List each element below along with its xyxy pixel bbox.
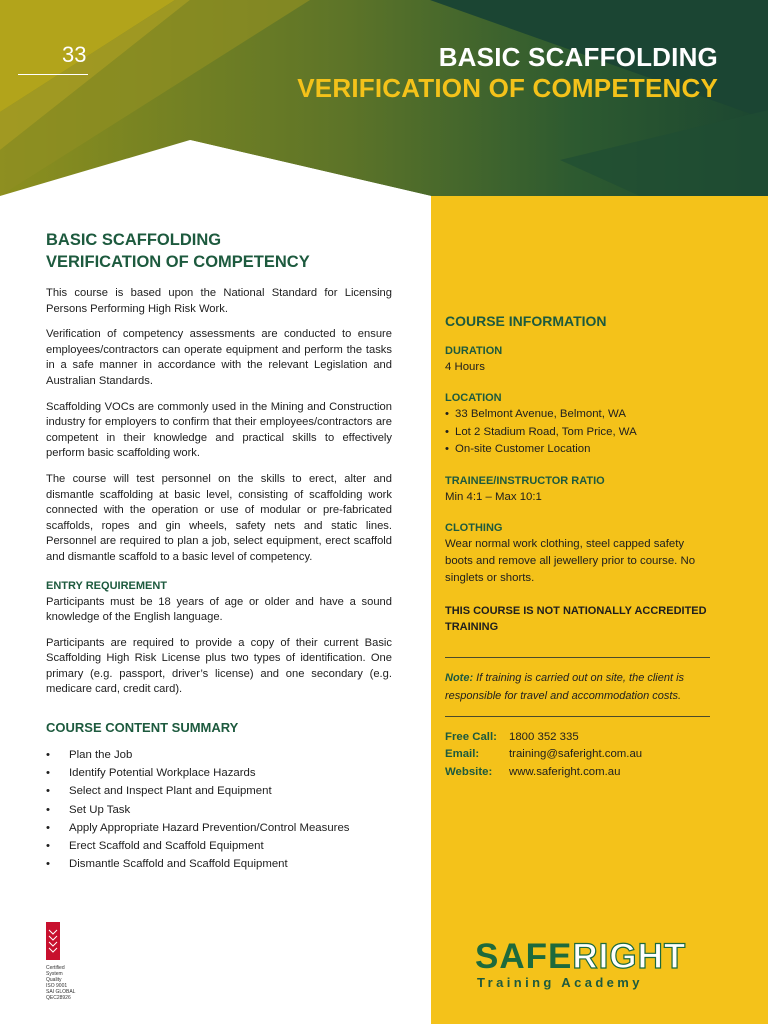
entry-requirement-heading: ENTRY REQUIREMENT (46, 579, 168, 592)
certification-line: SAI GLOBAL (46, 989, 76, 995)
entry-paragraph: Participants must be 18 years of age or older and have a sound knowledge of the English language. (46, 595, 392, 624)
intro-paragraph: Verification of competency assessments are conducted to ensure employees/contractors can operate equipment and perform the tasks in a safe manner in accordance with the relevant Legislation and Australian Standards. (46, 328, 392, 387)
summary-item: • Set Up Task (46, 801, 392, 819)
note-label: Note: (445, 671, 474, 684)
location-item: • On-site Customer Location (445, 441, 710, 459)
page-number: 33 (62, 42, 87, 67)
certification-badge (46, 922, 80, 1001)
summary-item: • Identify Potential Workplace Hazards (46, 764, 392, 782)
email-label: Email: (445, 748, 480, 760)
phone-label: Free Call: (445, 730, 497, 743)
course-info-heading: COURSE INFORMATION (445, 313, 607, 329)
divider (445, 657, 710, 658)
certification-system: Certified System (46, 965, 65, 977)
course-summary-heading: COURSE CONTENT SUMMARY (46, 720, 239, 736)
summary-item: • Erect Scaffold and Scaffold Equipment (46, 837, 392, 855)
website-label: Website: (445, 765, 493, 778)
divider (445, 716, 710, 717)
ratio-value: Min 4:1 – Max 10:1 (445, 490, 542, 503)
note (445, 669, 710, 705)
clothing-label: CLOTHING (445, 521, 503, 534)
certification-line: ISO 9001 (46, 983, 68, 989)
certification-line: QEC28926 (46, 995, 71, 1001)
accreditation-notice: THIS COURSE IS NOT NATIONALLY ACCREDITED TRAINING (445, 604, 707, 633)
banner-title-line1: BASIC SCAFFOLDING (438, 42, 718, 72)
certification-mark-icon (46, 922, 60, 960)
note-text: If training is carried out on site, the client is responsible for travel and accommodation costs. (445, 671, 685, 702)
saferight-logo (475, 938, 695, 990)
course-info-panel (431, 196, 768, 1024)
duration-value: 4 Hours (445, 361, 485, 373)
summary-item: • Select and Inspect Plant and Equipment (46, 782, 392, 800)
contact-table (445, 729, 642, 782)
intro-paragraph: This course is based upon the National Standard for Licensing Persons Performing High Risk Work. (46, 287, 392, 315)
clothing-value: Wear normal work clothing, steel capped safety boots and remove all jewellery prior to course. No singlets or shorts. (445, 537, 696, 584)
main-heading-line2: VERIFICATION OF COMPETENCY (46, 253, 310, 271)
summary-item: • Apply Appropriate Hazard Prevention/Control Measures (46, 819, 392, 837)
main-heading (46, 229, 392, 273)
ratio-label: TRAINEE/INSTRUCTOR RATIO (445, 474, 605, 487)
main-content (46, 229, 392, 873)
summary-item: • Plan the Job (46, 746, 392, 764)
phone-number[interactable]: 1800 352 335 (509, 730, 579, 743)
banner-title-line2: VERIFICATION OF COMPETENCY (297, 73, 718, 103)
email-link[interactable]: training@saferight.com.au (509, 748, 643, 760)
logo-word-safe: SAFE (475, 937, 573, 976)
website-link[interactable]: www.saferight.com.au (509, 765, 621, 778)
location-list (445, 406, 710, 459)
summary-item: • Dismantle Scaffold and Scaffold Equipment (46, 855, 392, 873)
certification-line: Quality (46, 977, 62, 983)
page-number-rule (18, 74, 88, 75)
duration-label: DURATION (445, 345, 503, 357)
course-summary-list (46, 746, 392, 873)
main-heading-line1: BASIC SCAFFOLDING (46, 231, 222, 249)
intro-paragraph: The course will test personnel on the skills to erect, alter and dismantle scaffolding at basic level, consisting of scaffolding work connected with the operation or use of modular or pre-fabricated scaffolds, ropes and gin wheels, safety nets and static lines. Personnel are required to plan a job, select equipment, erect scaffold and dismantle scaffold to a basic level of competency. (46, 472, 392, 563)
location-item: • Lot 2 Stadium Road, Tom Price, WA (445, 424, 710, 442)
logo-word-right: RIGHT (572, 937, 687, 976)
location-item: • 33 Belmont Avenue, Belmont, WA (445, 406, 710, 424)
entry-paragraph: Participants are required to provide a copy of their current Basic Scaffolding High Risk License plus two types of identification. One primary (e.g. passport, driver’s license) and one secondary (e.g. medicare card, credit card). (46, 636, 392, 696)
logo-tagline: Training Academy (477, 975, 643, 990)
location-label: LOCATION (445, 392, 502, 404)
intro-paragraph: Scaffolding VOCs are commonly used in the Mining and Construction industry for employers to confirm that their employees/contractors are competent in their knowledge and practical skills to effectively perform basic scaffolding work. (46, 400, 392, 460)
